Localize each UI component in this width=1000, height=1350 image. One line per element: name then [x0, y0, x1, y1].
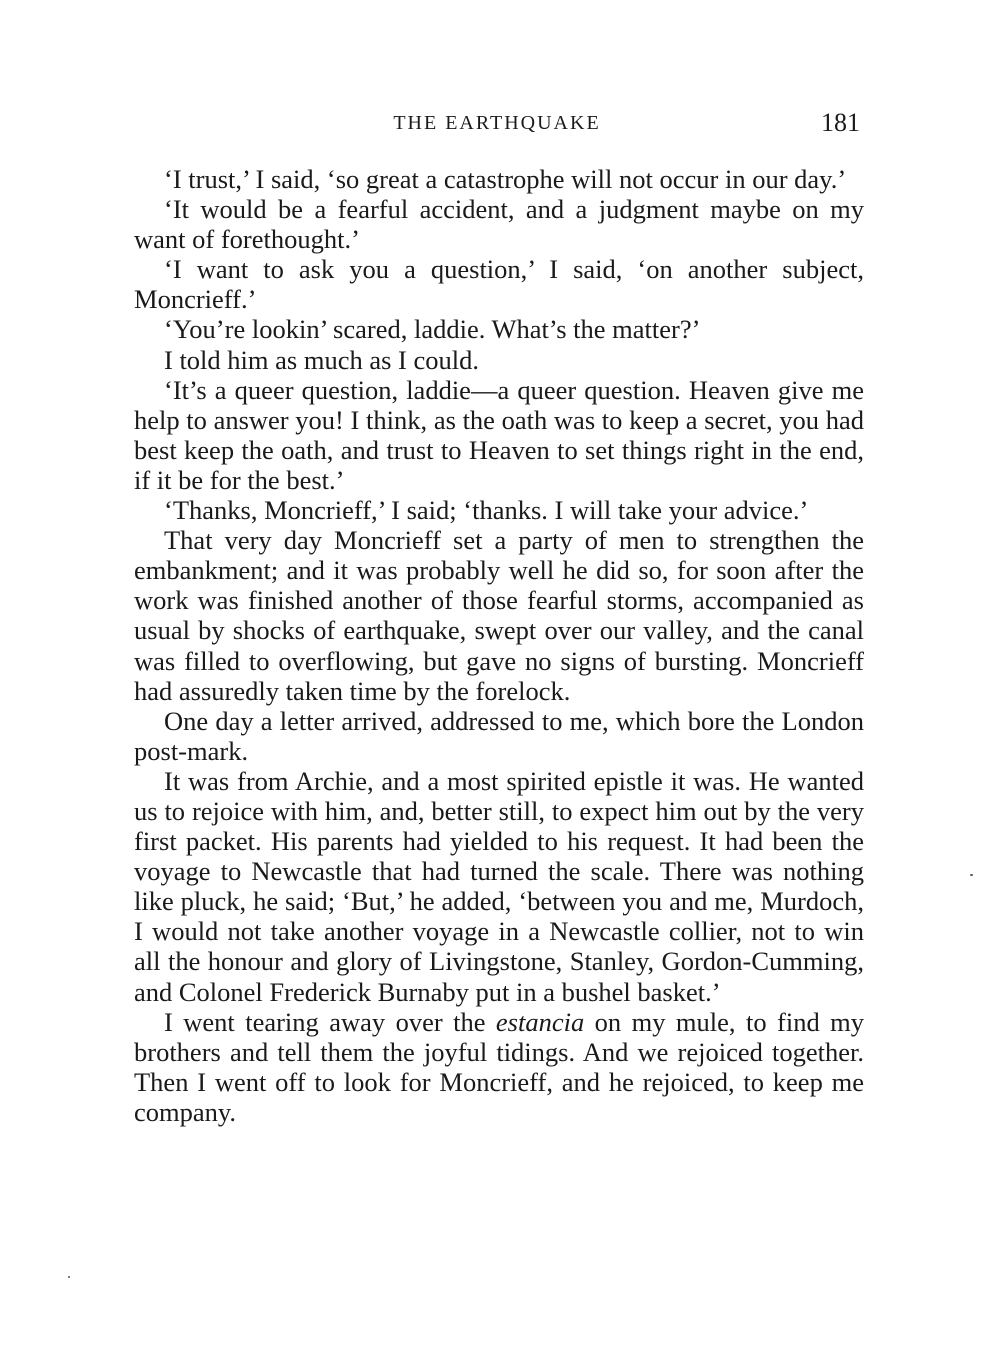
paragraph-last: [134, 1007, 864, 1127]
running-head: [134, 106, 860, 140]
paragraph: ‘I trust,’ I said, ‘so great a catastrophe will not occur in our day.’: [164, 164, 847, 194]
paragraph: That very day Moncrieff set a party of men to strengthen the embankment; and it was probably well he did so, for soon after the work was finished another of those fearful storms, accompanied as usual by shocks of earthquake, swept over our valley, and the canal was filled to overflowing, but gave no signs of bursting. Moncrieff had assuredly taken time by the forelock.: [134, 525, 864, 706]
text-run: I went tearing away over the: [164, 1006, 496, 1037]
paragraph: ‘It’s a queer question, laddie—a queer question. Heaven give me help to answer you! I think, as the oath was to keep a secret, you had best keep the oath, and trust to Heaven to set things right in the end, if it be for the best.’: [134, 374, 864, 495]
scan-speck: [68, 1276, 70, 1278]
paragraph: I told him as much as I could.: [164, 344, 479, 375]
paragraph: ‘You’re lookin’ scared, laddie. What’s the matter?’: [164, 314, 701, 345]
scan-speck: [970, 874, 973, 876]
body-text: [134, 164, 864, 1127]
paragraph: It was from Archie, and a most spirited epistle it was. He wanted us to rejoice with him, and, better still, to expect him out by the very first packet. His parents had yielded to his request. It had been the voyage to Newcastle that had turned the scale. There was nothing like pluck, he said; ‘But,’ he added, ‘between you and me, Murdoch, I would not take another voyage in a Newcastle collier, not to win all the honour and glory of Livingstone, Stanley, Gordon-Cumming, and Colonel Frederick Burnaby put in a bushel basket.’: [134, 765, 864, 1007]
running-title: THE EARTHQUAKE: [393, 112, 601, 134]
paragraph: ‘It would be a fearful accident, and a judgment maybe on my want of forethought.’: [134, 194, 864, 255]
paragraph: One day a letter arrived, addressed to me, which bore the London post-mark.: [134, 705, 864, 766]
paragraph: ‘I want to ask you a question,’ I said, ‘on another subject, Moncrieff.’: [134, 254, 864, 315]
paragraph: ‘Thanks, Moncrieff,’ I said; ‘thanks. I will take your advice.’: [164, 495, 809, 526]
text-run: on my mule, to find my brothers and tell them the joyful tidings. And we rejoiced together. Then I went off to look for Moncrieff, and he rejoiced, to keep me company.: [134, 1006, 864, 1127]
italic-term: estancia: [495, 1006, 585, 1037]
page-number: 181: [821, 108, 860, 137]
